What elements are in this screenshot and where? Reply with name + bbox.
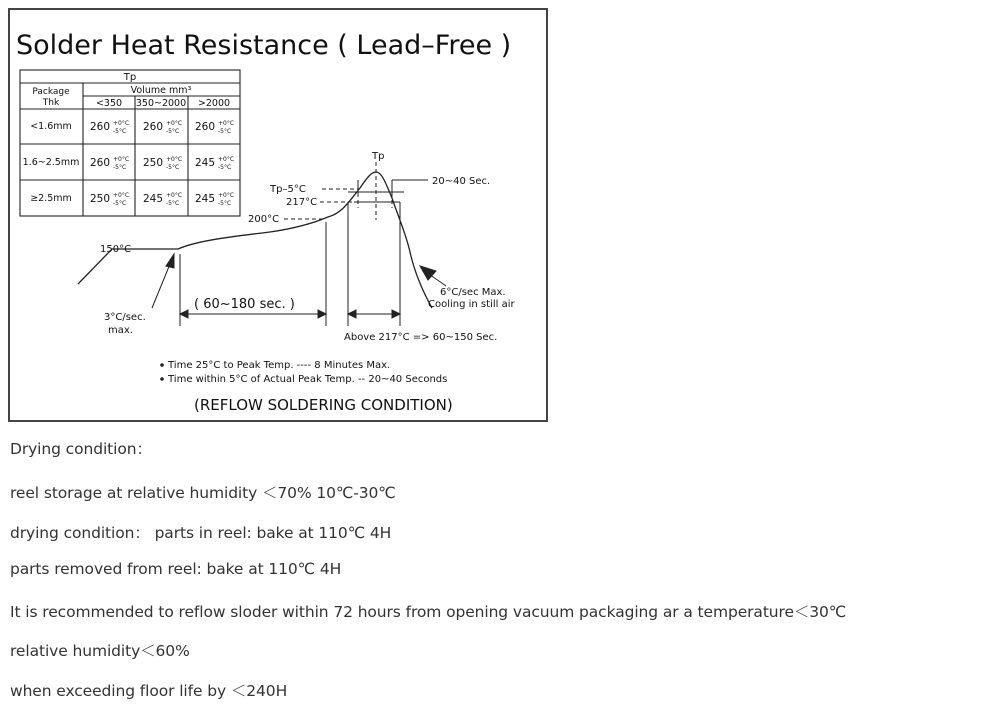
label-tp: Tp [372, 151, 385, 162]
table-package-header: Package [32, 87, 70, 97]
table-tol-minus: -5°C [166, 128, 180, 135]
table-thk-cell: <1.6mm [30, 121, 72, 132]
table-temp-value: 250 [89, 193, 111, 205]
table-tol-minus: -5°C [113, 200, 127, 207]
label-cooling-air: Cooling in still air [428, 299, 515, 310]
label-cooling-rate: 6°C/sec Max. [440, 287, 506, 298]
floor-life-text: when exceeding floor life by ＜240H [10, 682, 288, 700]
label-ramp-max: max. [108, 325, 133, 336]
table-tol-minus: -5°C [218, 128, 232, 135]
table-tol-plus: +0°C [113, 120, 130, 127]
table-tol-plus: +0°C [218, 120, 235, 127]
table-tol-plus: +0°C [166, 156, 183, 163]
table-tol-minus: -5°C [113, 164, 127, 171]
table-temp-value: 245 [194, 157, 216, 169]
table-tol-plus: +0°C [113, 192, 130, 199]
volume-col-1: <350 [95, 98, 123, 109]
table-thk-cell: 1.6~2.5mm [22, 157, 80, 168]
volume-col-2: 350~2000 [135, 98, 187, 109]
reel-storage-text: reel storage at relative humidity ＜70% 10℃-30℃ [10, 484, 396, 502]
table-temp-value: 260 [89, 121, 111, 133]
table-tol-minus: -5°C [166, 200, 180, 207]
table-tol-plus: +0°C [166, 120, 183, 127]
table-tol-plus: +0°C [218, 156, 235, 163]
table-temp-value: 245 [194, 193, 216, 205]
table-tol-plus: +0°C [218, 192, 235, 199]
figure-footer: (REFLOW SOLDERING CONDITION) [194, 396, 453, 414]
parts-removed-text: parts removed from reel: bake at 110℃ 4H [10, 560, 342, 578]
table-temp-value: 260 [89, 157, 111, 169]
label-peak-time: 20~40 Sec. [432, 176, 491, 187]
table-tol-plus: +0°C [113, 156, 130, 163]
label-ramp-rate: 3°C/sec. [104, 312, 146, 323]
note-1: Time 25°C to Peak Temp. ---- 8 Minutes Max. [168, 360, 391, 371]
note-bullet-2 [160, 377, 164, 381]
table-thk-cell: ≥2.5mm [30, 193, 72, 204]
table-volume-header: Volume mm³ [130, 85, 192, 96]
table-tol-minus: -5°C [166, 164, 180, 171]
table-temp-value: 260 [142, 121, 164, 133]
label-150: 150°C [100, 244, 132, 255]
drying-condition-heading: Drying condition： [10, 440, 152, 458]
table-tol-minus: -5°C [218, 200, 232, 207]
table-tol-minus: -5°C [218, 164, 232, 171]
label-tp-minus-5: Tp–5°C [270, 184, 306, 195]
figure-title: Solder Heat Resistance ( Lead–Free ) [16, 30, 512, 61]
table-thk-header: Thk [42, 98, 60, 108]
table-temp-value: 250 [142, 157, 164, 169]
label-200: 200°C [248, 214, 280, 225]
volume-col-3: >2000 [197, 98, 231, 109]
note-bullet-1 [160, 363, 164, 367]
label-217: 217°C [286, 197, 318, 208]
label-soak-time: ( 60~180 sec. ) [194, 297, 295, 312]
drying-parts-in-reel-text: drying condition： parts in reel: bake at 110℃ 4H [10, 524, 392, 542]
reflow-recommendation-text: It is recommended to reflow sloder within 72 hours from opening vacuum packaging ar a temperature＜30℃ [10, 603, 847, 621]
label-above-217: Above 217°C => 60~150 Sec. [344, 332, 498, 343]
table-top-header: Tp [123, 72, 137, 83]
reflow-profile-figure [8, 8, 548, 422]
table-tol-minus: -5°C [113, 128, 127, 135]
note-2: Time within 5°C of Actual Peak Temp. -- 20~40 Seconds [168, 374, 448, 385]
table-temp-value: 260 [194, 121, 216, 133]
table-temp-value: 245 [142, 193, 164, 205]
relative-humidity-text: relative humidity＜60% [10, 642, 190, 660]
table-tol-plus: +0°C [166, 192, 183, 199]
